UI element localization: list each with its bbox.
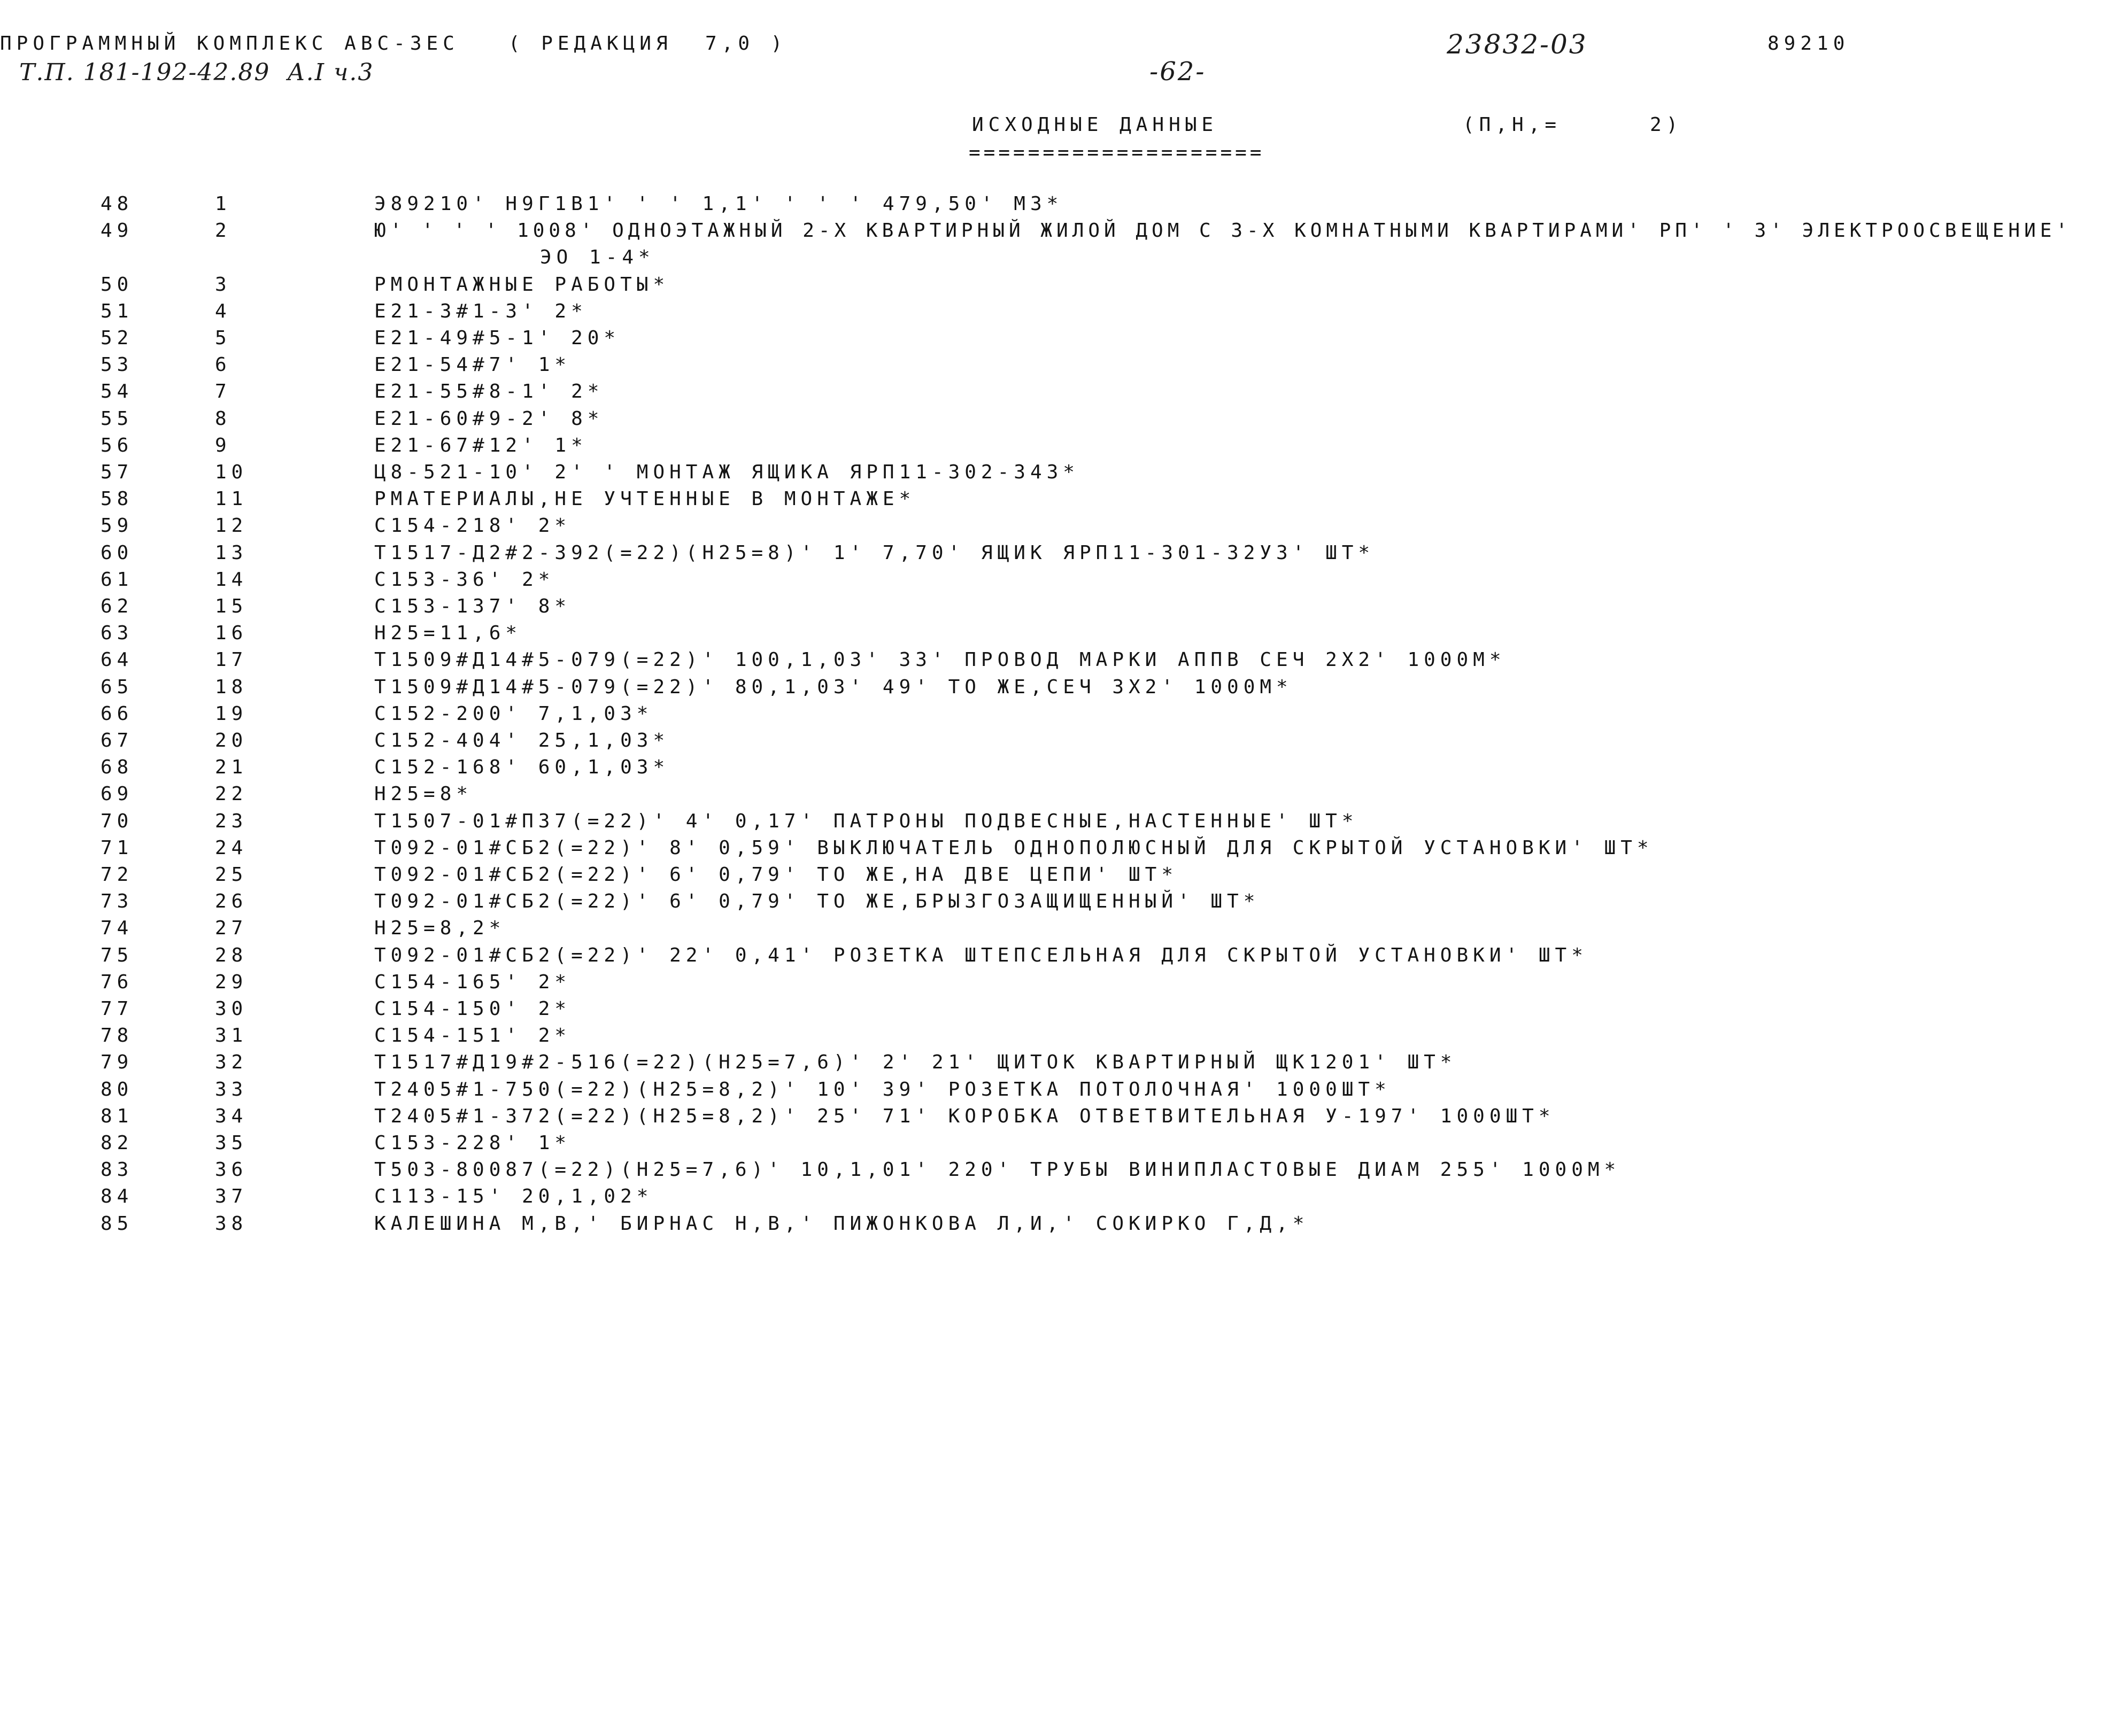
record-number: 9 [215,435,231,456]
record-number: 2 [215,220,231,242]
record-number: 25 [215,864,248,886]
record-number: 13 [215,542,248,564]
record-number: 3 [215,274,231,296]
record-number: 31 [215,1025,248,1047]
record-number: 18 [215,676,248,698]
record-number: 20 [215,730,248,751]
listing-row [0,1160,2115,1187]
listing-row [0,1134,2115,1160]
record-number: 14 [215,569,248,591]
record-text: Е21-3#1-3' 2* [374,300,588,322]
record-text: Т1517#Д19#2-516(=22)(Н25=7,6)' 2' 21' ЩИТОК КВАРТИРНЫЙ ЩК1201' ШТ* [374,1051,1457,1073]
line-number: 77 [101,998,134,1020]
listing-row [0,678,2115,704]
line-number: 70 [101,810,134,832]
listing-row [0,516,2115,543]
record-text: Т092-01#СБ2(=22)' 6' 0,79' ТО ЖЕ,БРЫЗГОЗАЩИЩЕННЫЙ' ШТ* [374,890,1260,912]
listing-row [0,329,2115,355]
listing-row [0,1080,2115,1107]
listing-row [0,221,2115,248]
listing-row-continuation [0,248,2115,275]
listing-row [0,650,2115,677]
record-text: КАЛЕШИНА М,В,' БИРНАС Н,В,' ПИЖОНКОВА Л,И,' СОКИРКО Г,Д,* [374,1213,1309,1235]
line-number: 64 [101,649,134,671]
object-code: 89210 [1767,33,1850,55]
line-number: 55 [101,408,134,430]
line-number: 49 [101,220,134,242]
listing-row [0,865,2115,892]
record-text: Н25=8* [374,783,473,805]
record-text: С154-218' 2* [374,515,572,537]
record-number: 17 [215,649,248,671]
listing-row [0,946,2115,973]
record-text: С152-168' 60,1,03* [374,756,670,778]
record-number: 28 [215,944,248,966]
listing-row [0,785,2115,811]
record-number: 36 [215,1159,248,1181]
record-number: 16 [215,622,248,644]
line-number: 63 [101,622,134,644]
listing-row [0,490,2115,516]
record-number: 34 [215,1105,248,1127]
record-number: 10 [215,461,248,483]
line-number: 82 [101,1132,134,1154]
listing-row [0,597,2115,624]
handwritten-document-code: 23832-03 [1447,29,1588,60]
listing-row [0,1107,2115,1134]
record-number: 12 [215,515,248,537]
line-number: 73 [101,890,134,912]
record-text: Т1517-Д2#2-392(=22)(Н25=8)' 1' 7,70' ЯЩИК ЯРП11-301-32У3' ШТ* [374,542,1375,564]
line-number: 60 [101,542,134,564]
line-number: 66 [101,703,134,725]
line-number: 71 [101,837,134,859]
listing-row [0,570,2115,597]
record-text: Е21-55#8-1' 2* [374,381,604,402]
listing-row [0,624,2115,650]
record-number: 23 [215,810,248,832]
record-text: Э89210' Н9Г1В1' ' ' 1,1' ' ' ' 479,50' М3* [374,193,1063,215]
line-number: 51 [101,300,134,322]
record-text: Ю' ' ' ' 1008' ОДНОЭТАЖНЫЙ 2-Х КВАРТИРНЫЙ ЖИЛОЙ ДОМ С 3-Х КОМНАТНЫМИ КВАРТИРАМИ' РП' ' 3' ЭЛЕКТРООСВЕЩЕНИЕ' [374,220,2072,242]
line-number: 68 [101,756,134,778]
line-number: 72 [101,864,134,886]
line-number: 61 [101,569,134,591]
record-text: С154-150' 2* [374,998,572,1020]
listing-row [0,1214,2115,1241]
line-number: 57 [101,461,134,483]
line-number: 79 [101,1051,134,1073]
listing-row [0,999,2115,1026]
record-number: 7 [215,381,231,402]
line-number: 50 [101,274,134,296]
handwritten-page-number: -62- [1149,57,1206,87]
line-number: 78 [101,1025,134,1047]
record-number: 1 [215,193,231,215]
listing-row [0,812,2115,839]
listing-row [0,409,2115,436]
listing-row [0,195,2115,221]
record-number: 8 [215,408,231,430]
record-text: С153-137' 8* [374,595,572,617]
line-number: 54 [101,381,134,402]
line-number: 67 [101,730,134,751]
record-number: 38 [215,1213,248,1235]
line-number: 69 [101,783,134,805]
listing-row [0,919,2115,945]
record-text: Т1509#Д14#5-079(=22)' 100,1,03' 33' ПРОВОД МАРКИ АППВ СЕЧ 2Х2' 1000М* [374,649,1506,671]
record-number: 6 [215,354,231,376]
listing-row [0,839,2115,865]
record-number: 21 [215,756,248,778]
record-text: С154-151' 2* [374,1025,572,1047]
line-number: 52 [101,327,134,349]
program-title: ПРОГРАММНЫЙ КОМПЛЕКС АВС-3ЕС ( РЕДАКЦИЯ 7,0 ) [0,33,788,55]
line-number: 76 [101,971,134,993]
record-number: 5 [215,327,231,349]
record-number: 26 [215,890,248,912]
record-text: РМОНТАЖНЫЕ РАБОТЫ* [374,274,670,296]
record-text: Т1507-01#П37(=22)' 4' 0,17' ПАТРОНЫ ПОДВЕСНЫЕ,НАСТЕННЫЕ' ШТ* [374,810,1358,832]
record-text: С152-404' 25,1,03* [374,730,670,751]
record-text: Т1509#Д14#5-079(=22)' 80,1,03' 49' ТО ЖЕ,СЕЧ 3Х2' 1000М* [374,676,1293,698]
record-number: 4 [215,300,231,322]
record-number: 22 [215,783,248,805]
listing-row [0,1053,2115,1080]
line-number: 85 [101,1213,134,1235]
record-text: Т092-01#СБ2(=22)' 22' 0,41' РОЗЕТКА ШТЕПСЕЛЬНАЯ ДЛЯ СКРЫТОЙ УСТАНОВКИ' ШТ* [374,944,1588,966]
line-number: 75 [101,944,134,966]
record-text: Н25=8,2* [374,917,506,939]
line-number: 65 [101,676,134,698]
record-text: Т2405#1-372(=22)(Н25=8,2)' 25' 71' КОРОБКА ОТВЕТВИТЕЛЬНАЯ У-197' 1000ШТ* [374,1105,1555,1127]
listing-row [0,892,2115,919]
record-text: С154-165' 2* [374,971,572,993]
record-number: 24 [215,837,248,859]
record-text: Т092-01#СБ2(=22)' 6' 0,79' ТО ЖЕ,НА ДВЕ ЦЕПИ' ШТ* [374,864,1178,886]
handwritten-project-reference: Т.П. 181-192-42.89 А.I ч.3 [19,59,374,86]
record-text: Е21-67#12' 1* [374,435,588,456]
record-text: Е21-54#7' 1* [374,354,572,376]
record-text-continuation: ЭО 1-4* [540,246,655,268]
record-number: 11 [215,488,248,510]
record-text: С153-36' 2* [374,569,555,591]
listing-row [0,758,2115,785]
line-number: 74 [101,917,134,939]
record-number: 19 [215,703,248,725]
line-number: 62 [101,595,134,617]
section-title-underline: ==================== [969,142,1265,164]
record-text: Т2405#1-750(=22)(Н25=8,2)' 10' 39' РОЗЕТКА ПОТОЛОЧНАЯ' 1000ШТ* [374,1079,1391,1100]
record-text: РМАТЕРИАЛЫ,НЕ УЧТЕННЫЕ В МОНТАЖЕ* [374,488,916,510]
record-text: С153-228' 1* [374,1132,572,1154]
listing-row [0,355,2115,382]
listing-row [0,463,2115,490]
listing-row [0,302,2115,329]
record-number: 32 [215,1051,248,1073]
line-number: 80 [101,1079,134,1100]
line-number: 53 [101,354,134,376]
listing-row [0,1187,2115,1214]
listing-row [0,382,2115,409]
listing-row [0,275,2115,302]
record-number: 33 [215,1079,248,1100]
record-text: Е21-60#9-2' 8* [374,408,604,430]
line-number: 48 [101,193,134,215]
line-number: 81 [101,1105,134,1127]
record-text: Н25=11,6* [374,622,522,644]
record-text: Е21-49#5-1' 20* [374,327,621,349]
record-text: С152-200' 7,1,03* [374,703,653,725]
record-text: Т092-01#СБ2(=22)' 8' 0,59' ВЫКЛЮЧАТЕЛЬ ОДНОПОЛЮСНЫЙ ДЛЯ СКРЫТОЙ УСТАНОВКИ' ШТ* [374,837,1654,859]
listing-row [0,704,2115,731]
record-number: 29 [215,971,248,993]
record-number: 37 [215,1185,248,1207]
record-number: 27 [215,917,248,939]
line-number: 59 [101,515,134,537]
listing-row [0,1026,2115,1053]
listing-row [0,731,2115,758]
record-text: Ц8-521-10' 2' ' МОНТАЖ ЯЩИКА ЯРП11-302-343* [374,461,1079,483]
listing-row [0,436,2115,463]
line-number: 83 [101,1159,134,1181]
record-number: 35 [215,1132,248,1154]
record-number: 15 [215,595,248,617]
line-number: 56 [101,435,134,456]
line-number: 84 [101,1185,134,1207]
section-title: ИСХОДНЫЕ ДАННЫЕ [972,114,1218,136]
line-number: 58 [101,488,134,510]
record-number: 30 [215,998,248,1020]
parameter-label: (П,Н,= [1463,114,1562,136]
listing-row [0,544,2115,570]
record-text: С113-15' 20,1,02* [374,1185,653,1207]
parameter-value: 2) [1650,114,1683,136]
record-text: Т503-80087(=22)(Н25=7,6)' 10,1,01' 220' ТРУБЫ ВИНИПЛАСТОВЫЕ ДИАМ 255' 1000М* [374,1159,1621,1181]
listing-row [0,973,2115,999]
